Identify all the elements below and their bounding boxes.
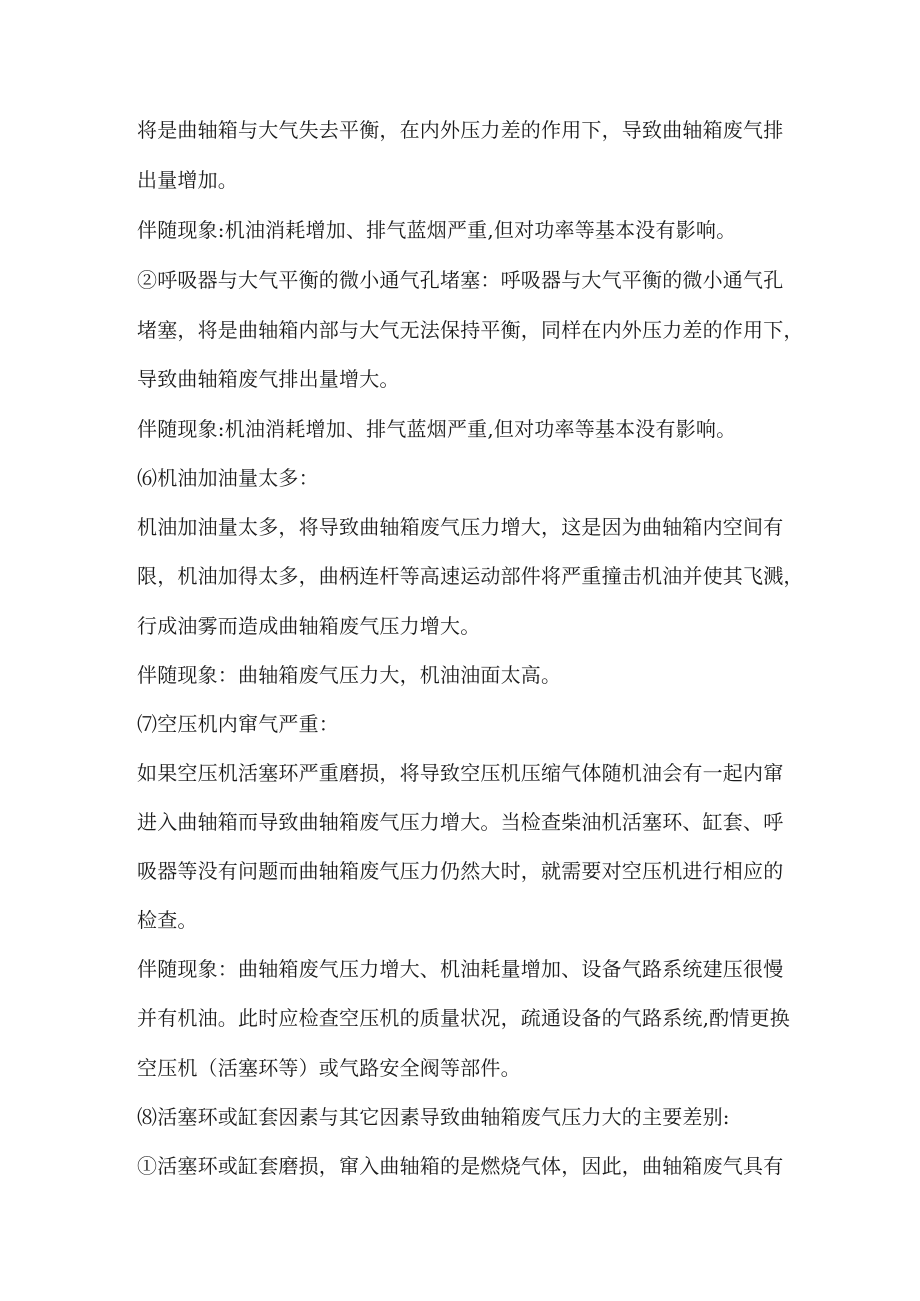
text-line: 并有机油。此时应检查空压机的质量状况，疏通设备的气路系统,酌情更换 — [137, 1006, 790, 1030]
text-line: 伴随现象：曲轴箱废气压力增大、机油耗量增加、设备气路系统建压很慢 — [137, 957, 784, 981]
text-line: 伴随现象：曲轴箱废气压力大，机油油面太高。 — [137, 663, 562, 687]
text-line: ①活塞环或缸套磨损，窜入曲轴箱的是燃烧气体，因此，曲轴箱废气具有 — [137, 1154, 784, 1178]
text-line: 堵塞，将是曲轴箱内部与大气无法保持平衡，同样在内外压力差的作用下， — [137, 318, 804, 342]
text-line: 出量增加。 — [137, 168, 238, 192]
text-line: ②呼吸器与大气平衡的微小通气孔堵塞：呼吸器与大气平衡的微小通气孔 — [137, 268, 784, 292]
text-line: 伴随现象:机油消耗增加、排气蓝烟严重,但对功率等基本没有影响。 — [137, 218, 737, 242]
section-heading: ⑺空压机内窜气严重： — [137, 712, 339, 736]
text-line: 检查。 — [137, 908, 198, 932]
text-line: 机油加油量太多，将导致曲轴箱废气压力增大，这是因为曲轴箱内空间有 — [137, 515, 784, 539]
text-line: 限，机油加得太多，曲柄连杆等高速运动部件将严重撞击机油并使其飞溅， — [137, 564, 804, 588]
text-line: 伴随现象:机油消耗增加、排气蓝烟严重,但对功率等基本没有影响。 — [137, 417, 737, 441]
text-line: 将是曲轴箱与大气失去平衡，在内外压力差的作用下，导致曲轴箱废气排 — [137, 118, 784, 142]
text-line: 导致曲轴箱废气排出量增大。 — [137, 367, 400, 391]
text-line: 空压机（活塞环等）或气路安全阀等部件。 — [137, 1056, 521, 1080]
text-line: 吸器等没有问题而曲轴箱废气压力仍然大时，就需要对空压机进行相应的 — [137, 859, 784, 883]
section-heading: ⑻活塞环或缸套因素与其它因素导致曲轴箱废气压力大的主要差别: — [137, 1105, 730, 1129]
text-line: 进入曲轴箱而导致曲轴箱废气压力增大。当检查柴油机活塞环、缸套、呼 — [137, 810, 784, 834]
section-heading: ⑹机油加油量太多： — [137, 466, 319, 490]
text-line: 如果空压机活塞环严重磨损，将导致空压机压缩气体随机油会有一起内窜 — [137, 761, 784, 785]
text-line: 行成油雾而造成曲轴箱废气压力增大。 — [137, 614, 481, 638]
